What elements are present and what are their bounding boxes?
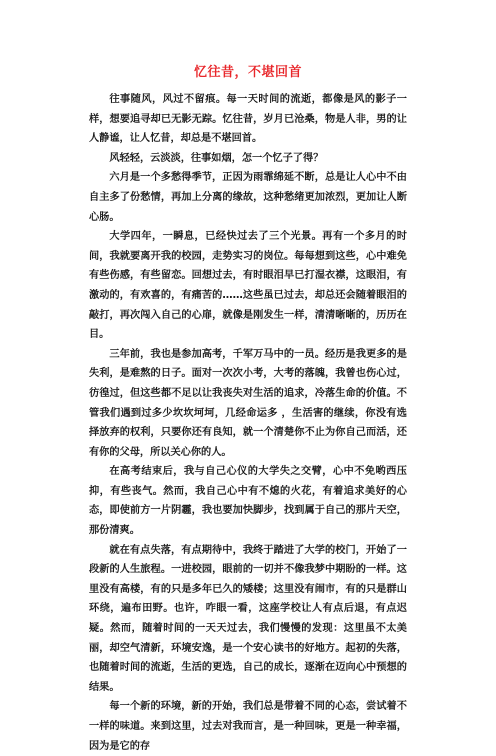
paragraph: 在高考结束后，我与自己心仪的大学失之交臂，心中不免哟西压抑，有些丧气。然而，我自己心中有不熄的火花，有着追求美好的心态，即使前方一片阴霾，我也要加快脚步，找到属于自己的那片天空，那份清爽。 [89, 466, 407, 537]
paragraph: 就在有点失落，有点期待中，我终于踏进了大学的校门，开始了一段新的人生旅程。一进校园，眼前的一切并不像我梦中期盼的一样。这里没有高楼，有的只是多年已久的矮楼；这里没有闹市，有的只是群山环绕，遍布田野。也许，咋眼一看，这座学校让人有点后退，有点迟疑。然而，随着时间的一天天过去，我们慢慢的发现：这里虽不太美丽，却空气清新，环境安逸，是一个安心读书的好地方。起初的失落，也随着时间的流逝，生活的更选，自己的成长，逐渐在迈向心中预想的结果。 [89, 544, 407, 693]
paragraph: 六月是一个多愁得季节，正因为雨霏绵延不断，总是让人心中不由自主多了份愁情，再加上分离的缘故，这种愁绪更加浓烈，更加让人断心肠。 [89, 172, 407, 223]
paragraph: 往事随风，风过不留痕。每一天时间的流逝，都像是风的影子一样，想要追寻却已无影无踪。忆往昔，岁月已沧桑，物是人非，男的让人静谧，让人忆昔，却总是不堪回首。 [89, 94, 407, 145]
paragraph: 大学四年，一瞬息，已经快过去了三个光景。再有一个多月的时间，我就要离开我的校园，走势实习的岗位。每每想到这些，心中难免有些伤感，有些留恋。回想过去，有时眼泪早已打湿衣襟，这眼泪，有激动的，有欢喜的，有痛苦的……这些虽已过去，却总还会随着眼泪的敲打，再次闯入自己的心扉，就像是刚发生一样，清清晰晰的，历历在目。 [89, 231, 407, 341]
document-title: 忆往昔，不堪回首 [193, 65, 302, 80]
paragraph: 风轻轻，云淡淡，往事如烟，怎一个忆子了得？ [109, 152, 324, 164]
paragraph: 三年前，我也是参加高考，千军万马中的一员。经历是我更多的是失利，是难熬的日子。面对一次次小考，大考的落魄，我曾也伤心过，彷徨过，但这些都不足以让我丧失对生活的追求，冷落生命的价值。不管我们遇到过多少坎坎坷坷，几经命运多 ，生活害的继续，你没有选择放弃的权利，只要你还有良知，就一个清楚你不止为你自己而活，还有你的父母，所以关心你的人。 [89, 348, 407, 458]
paragraph: 每一个新的环境，新的开始，我们总是带着不同的心态，尝试着不一样的味道。来到这里，过去对我而言，是一种回味，更是一种幸福，因为是它的存 [89, 701, 407, 752]
document-body [89, 90, 407, 756]
